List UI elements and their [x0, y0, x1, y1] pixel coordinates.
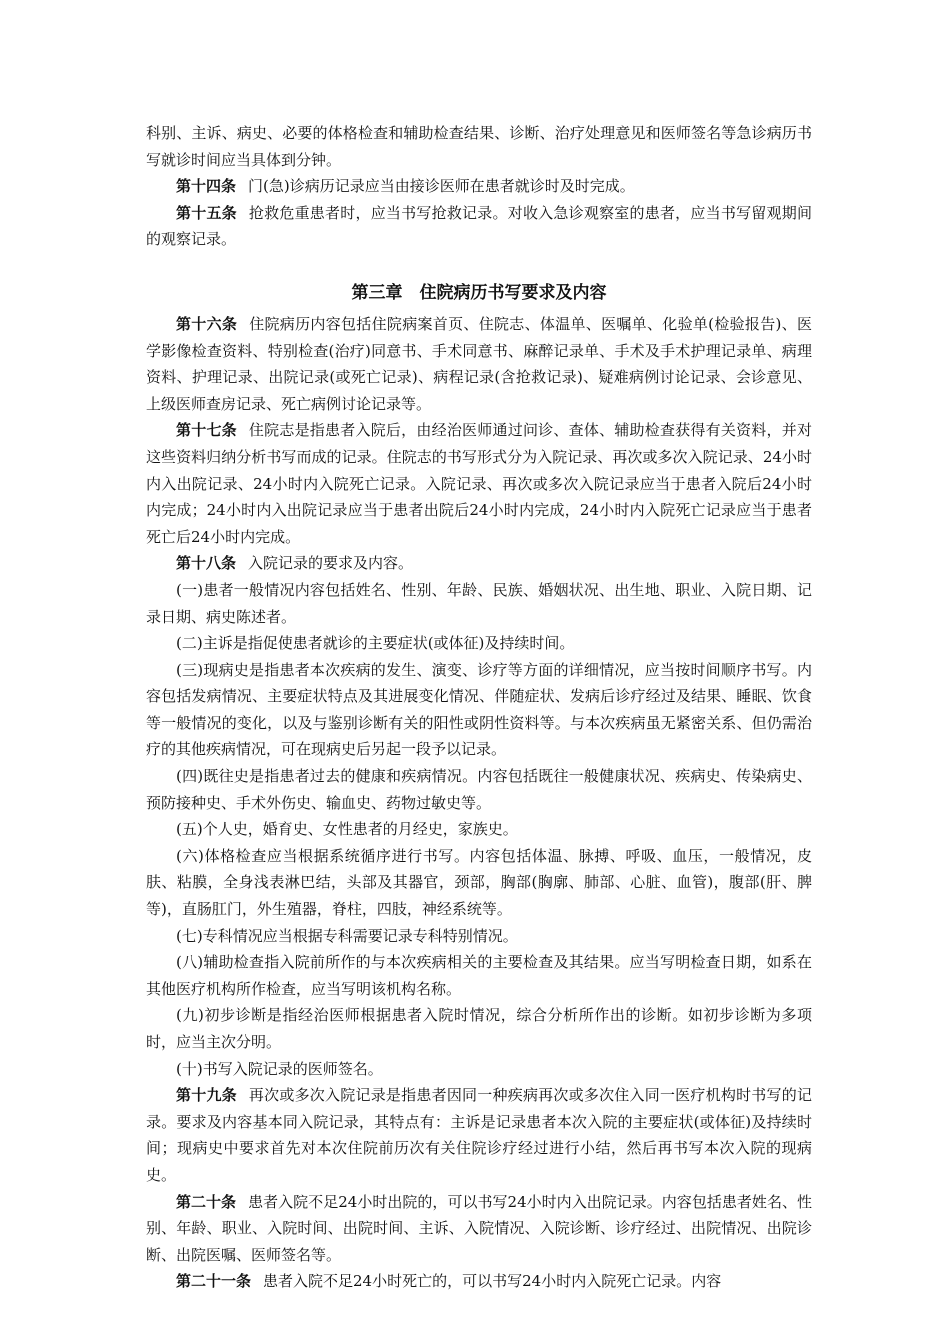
document-page — [146, 120, 812, 1295]
article-title: 第二十条 — [176, 1192, 237, 1211]
article-14 — [146, 173, 812, 200]
article-text: 抢救危重患者时，应当书写抢救记录。对收入急诊观察室的患者，应当书写留观期间的观察记录。 — [146, 203, 812, 249]
article-title: 第十六条 — [176, 314, 238, 333]
article-title: 第二十一条 — [176, 1272, 252, 1291]
article-19 — [146, 1082, 812, 1188]
list-item-4: (四)既往史是指患者过去的健康和疾病情况。内容包括既往一般健康状况、疾病史、传染病史、预防接种史、手术外伤史、输血史、药物过敏史等。 — [146, 767, 812, 812]
list-item-7: (七)专科情况应当根据专科需要记录专科特别情况。 — [176, 926, 518, 945]
article-text: 患者入院不足24小时出院的，可以书写24小时内入出院记录。内容包括患者姓名、性别、年龄、职业、入院时间、出院时间、主诉、入院情况、入院诊断、诊疗经过、出院情况、出院诊断、出院医嘱、医师签名等。 — [146, 1192, 812, 1264]
chapter-title: 第三章 住院病历书写要求及内容 — [351, 282, 607, 303]
continuation-paragraph: 科别、主诉、病史、必要的体格检查和辅助检查结果、诊断、治疗处理意见和医师签名等急诊病历书写就诊时间应当具体到分钟。 — [146, 124, 812, 169]
list-item-3: (三)现病史是指患者本次疾病的发生、演变、诊疗等方面的详细情况，应当按时间顺序书写。内容包括发病情况、主要症状特点及其进展变化情况、伴随症状、发病后诊疗经过及结果、睡眠、饮食等一般情况的变化，以及与鉴别诊断有关的阳性或阴性资料等。与本次疾病虽无紧密关系、但仍需治疗的其他疾病情况，可在现病史后另起一段予以记录。 — [146, 660, 812, 759]
article-text: 患者入院不足24小时死亡的，可以书写24小时内入院死亡记录。内容 — [263, 1272, 722, 1291]
article-title: 第十四条 — [176, 177, 237, 196]
article-20 — [146, 1189, 812, 1269]
list-item-1: (一)患者一般情况内容包括姓名、性别、年龄、民族、婚姻状况、出生地、职业、入院日期、记录日期、病史陈述者。 — [146, 580, 812, 626]
list-item-6: (六)体格检查应当根据系统循序进行书写。内容包括体温、脉搏、呼吸、血压，一般情况，皮肤、粘膜，全身浅表淋巴结，头部及其器官，颈部，胸部(胸廓、肺部、心脏、血管)，腹部(肝、脾等)，直肠肛门，外生殖器，脊柱，四肢，神经系统等。 — [146, 846, 812, 919]
list-item-10: (十)书写入院记录的医师签名。 — [176, 1059, 383, 1078]
article-15 — [146, 200, 812, 253]
article-text: 门(急)诊病历记录应当由接诊医师在患者就诊时及时完成。 — [248, 177, 635, 196]
list-item-8: (八)辅助检查指入院前所作的与本次疾病相关的主要检查及其结果。应当写明检查日期，如系在其他医疗机构所作检查，应当写明该机构名称。 — [146, 953, 812, 998]
article-18 — [146, 550, 812, 577]
article-text: 再次或多次入院记录是指患者因同一种疾病再次或多次住入同一医疗机构时书写的记录。要求及内容基本同入院记录，其特点有：主诉是记录患者本次入院的主要症状(或体征)及持续时间；现病史中要求首先对本次住院前历次有关住院诊疗经过进行小结，然后再书写本次入院的现病史。 — [146, 1086, 812, 1184]
article-21 — [146, 1268, 812, 1295]
list-item-9: (九)初步诊断是指经治医师根据患者入院时情况，综合分析所作出的诊断。如初步诊断为多项时，应当主次分明。 — [146, 1006, 812, 1051]
article-17 — [146, 417, 812, 550]
article-title: 第十七条 — [176, 421, 237, 440]
article-text: 住院病历内容包括住院病案首页、住院志、体温单、医嘱单、化验单(检验报告)、医学影像检查资料、特别检查(治疗)同意书、手术同意书、麻醉记录单、手术及手术护理记录单、病理资料、护理记录、出院记录(或死亡记录)、病程记录(含抢救记录)、疑难病例讨论记录、会诊意见、上级医师查房记录、死亡病例讨论记录等。 — [146, 314, 812, 413]
list-item-5: (五)个人史，婚育史、女性患者的月经史，家族史。 — [176, 820, 518, 839]
article-title: 第十九条 — [176, 1086, 237, 1105]
article-title: 第十八条 — [176, 554, 237, 573]
article-title: 第十五条 — [176, 203, 237, 222]
article-16 — [146, 311, 812, 417]
list-item-2: (二)主诉是指促使患者就诊的主要症状(或体征)及持续时间。 — [176, 634, 575, 653]
article-text: 住院志是指患者入院后，由经治医师通过问诊、查体、辅助检查获得有关资料，并对这些资料归纳分析书写而成的记录。住院志的书写形式分为入院记录、再次或多次入院记录、24小时内入出院记录、24小时内入院死亡记录。入院记录、再次或多次入院记录应当于患者入院后24小时内完成；24小时内入出院记录应当于患者出院后24小时内完成，24小时内入院死亡记录应当于患者死亡后24小时内完成。 — [146, 421, 812, 546]
article-text: 入院记录的要求及内容。 — [248, 554, 414, 573]
